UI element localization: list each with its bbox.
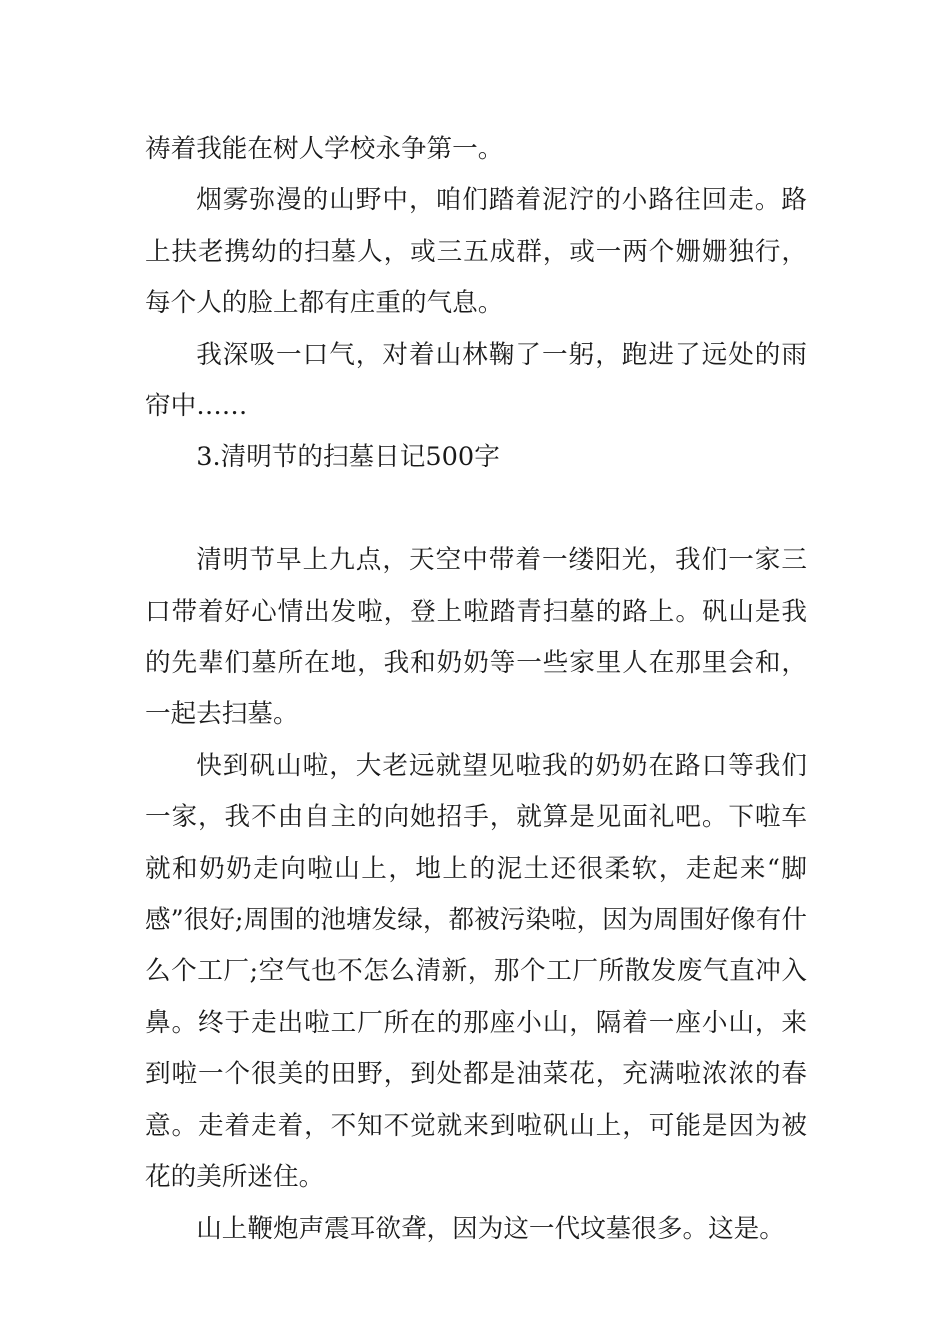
document-body [145, 124, 807, 1255]
blank-line [145, 484, 807, 535]
paragraph: 山上鞭炮声震耳欲聋，因为这一代坟墓很多。这是。 [196, 1213, 785, 1244]
paragraph: 快到矾山啦，大老远就望见啦我的奶奶在路口等我们一家，我不由自主的向她招手，就算是见面礼吧。下啦车就和奶奶走向啦山上，地上的泥土还很柔软，走起来“脚感”很好;周围的池塘发绿，都被污染啦，因为周围好像有什么个工厂;空气也不怎么清新，那个工厂所散发废气直冲入鼻。终于走出啦工厂所在的那座小山，隔着一座小山，来到啦一个很美的田野，到处都是油菜花，充满啦浓浓的春意。走着走着，不知不觉就来到啦矾山上，可能是因为被花的美所迷住。 [145, 750, 807, 1193]
paragraph: 我深吸一口气，对着山林鞠了一躬，跑进了远处的雨帘中…… [145, 339, 807, 422]
paragraph: 烟雾弥漫的山野中，咱们踏着泥泞的小路往回走。路上扶老携幼的扫墓人，或三五成群，或一两个姗姗独行，每个人的脸上都有庄重的气息。 [145, 185, 807, 319]
paragraph: 清明节早上九点，天空中带着一缕阳光，我们一家三口带着好心情出发啦，登上啦踏青扫墓的路上。矾山是我的先辈们墓所在地，我和奶奶等一些家里人在那里会和，一起去扫墓。 [145, 545, 807, 730]
section-heading: 3.清明节的扫墓日记500字 [196, 442, 500, 473]
paragraph-continuation: 祷着我能在树人学校永争第一。 [145, 134, 504, 164]
